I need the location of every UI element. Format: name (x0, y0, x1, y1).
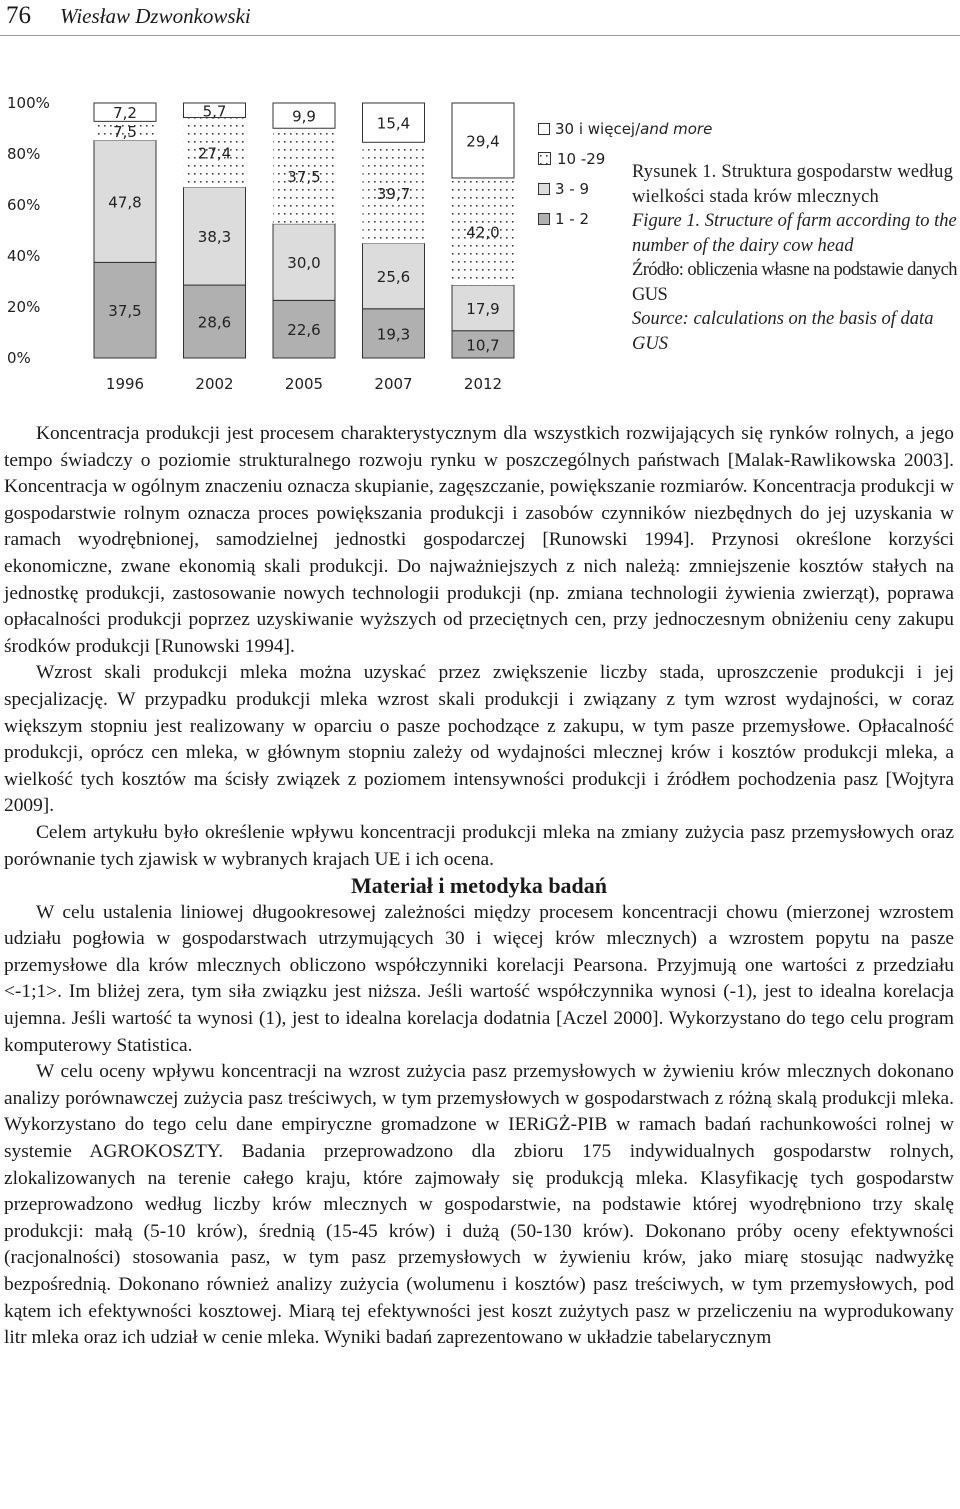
paragraph: W celu ustalenia liniowej długookresowej zależności między procesem koncentracji chowu (mierzonej wzrostem udziału pogłowia w gospodarstwach utrzymujących 30 i więcej krów mlecznych) a wzrostem popytu na pasze przemysłowe dla krów mlecznych obliczono współczynniki korelacji Pearsona. Przyjmują one wartości z przedziału <-1;1>. Im bliżej zera, tym siła związku jest niższa. Jeśli wartość współczynnika wynosi (-1), jest to idealna korelacja ujemna. Jeśli wartość ta wynosi (1), jest to idealna korelacja dodatnia [Aczel 2000]. Wykorzystano do tego celu program komputerowy Statistica. (4, 901, 954, 1056)
legend-label-en: and more (640, 120, 713, 138)
y-tick-label: 20% (7, 298, 41, 316)
legend-swatch-dotted (538, 152, 552, 166)
article-body (4, 421, 954, 1352)
caption-source-pl: Źródło: obliczenia własne na podstawie danych GUS (632, 260, 957, 305)
stacked-bar-chart (0, 90, 540, 410)
data-label: 37,5 (287, 168, 321, 187)
figure-caption (632, 160, 958, 356)
data-label: 39,7 (376, 184, 411, 203)
data-label: 5,7 (202, 102, 227, 121)
data-label: 27,4 (197, 144, 232, 163)
data-label: 7,2 (113, 104, 137, 123)
data-label: 22,6 (287, 321, 321, 340)
x-tick-label: 2005 (284, 375, 324, 393)
data-label: 19,3 (376, 325, 411, 344)
section-heading: Materiał i metodyka badań (350, 873, 608, 899)
data-label: 30,0 (287, 254, 321, 273)
legend-label: 10 -29 (557, 150, 606, 168)
legend-label: 1 - 2 (555, 210, 590, 228)
paragraph: Wzrost skali produkcji mleka można uzyskać przez zwiększenie liczby stada, uproszczenie produkcji i jej specjalizację. W przypadku produkcji mleka wzrost skali produkcji i związany z tym wzrost wydajności, w coraz większym stopniu jest realizowany w oparciu o pasze pochodzące z zakupu, w tym pasze przemysłowe. Opłacalność produkcji, oprócz cen mleka, w głównym stopniu zależy od wydajności mlecznej krów i kosztów produkcji mleka, a wielkość tych kosztów ma ścisły związek z poziomem intensywności produkcji i źródłem pochodzenia pasz [Wojtyra 2009]. (4, 662, 954, 817)
caption-title-en: Figure 1. Structure of farm according to the number of the dairy cow head (632, 211, 957, 256)
running-author: Wiesław Dzwonkowski (60, 4, 251, 28)
data-label: 38,3 (197, 228, 232, 247)
y-tick-label: 100% (7, 94, 50, 112)
legend-label-pl: 30 i więcej/ (555, 120, 641, 138)
running-header (0, 0, 960, 36)
caption-source-en: Source: calculations on the basis of data GUS (632, 309, 934, 354)
caption-title-pl: Rysunek 1. Struktura gospodarstw według wielkości stada krów mlecznych (632, 162, 954, 207)
paragraph: Koncentracja produkcji jest procesem charakterystycznym dla wszystkich rozwijających się rynków rolnych, a jego tempo świadczy o poziomie strukturalnego rozwoju rynku w poszczególnych państwach [Malak-Rawlikowska 2003]. Koncentracja w ogólnym znaczeniu oznacza skupianie, zagęszczanie, powiększanie rozmiarów. Koncentracja produkcji w gospodarstwie rolnym oznacza proces powiększania produkcji i zasobów czynników niezbędnych do jej uzyskania w ramach wyodrębnionej, samodzielnej jednostki gospodarczej [Runowski 1994]. Przynosi określone korzyści ekonomiczne, zwane ekonomią skali produkcji. Do najważniejszych z nich należą: zmniejszenie kosztów stałych na jednostkę produkcji, zastosowanie nowych technologii produkcji (np. zmiana technologii żywienia zwierząt), poprawa opłacalności produkcji poprzez uzyskiwanie wyższych od przeciętnych cen, przy jednoczesnym obniżeniu ceny zakupu środków produkcji [Runowski 1994]. (4, 423, 954, 657)
data-label: 42,0 (466, 223, 500, 242)
legend-item-30-plus (538, 114, 712, 144)
data-label: 17,9 (466, 299, 500, 318)
data-label: 10,7 (466, 336, 500, 355)
data-label: 25,6 (376, 268, 411, 287)
x-tick-label: 2012 (463, 375, 503, 393)
x-tick-label: 2007 (374, 375, 413, 393)
data-label: 9,9 (292, 107, 316, 126)
legend-swatch (538, 213, 550, 225)
header-rule (0, 35, 960, 36)
data-label: 37,5 (108, 302, 142, 321)
data-label: 28,6 (197, 313, 232, 332)
y-tick-label: 40% (7, 247, 41, 265)
data-label: 7,5 (113, 122, 137, 141)
data-label: 47,8 (108, 193, 142, 212)
y-tick-label: 80% (7, 145, 41, 163)
data-label: 29,4 (466, 132, 500, 151)
data-label: 15,4 (376, 114, 411, 133)
x-tick-label: 2002 (195, 375, 234, 393)
paragraph: Celem artykułu było określenie wpływu koncentracji produkcji mleka na zmiany zużycia pasz przemysłowych oraz porównanie tych zjawisk w wybranych krajach UE i ich ocena. (4, 821, 954, 870)
x-tick-label: 1996 (105, 375, 145, 393)
paragraph: W celu oceny wpływu koncentracji na wzrost zużycia pasz przemysłowych w żywieniu krów mlecznych dokonano analizy porównawczej zużycia pasz treściwych, w tym przemysłowych w gospodarstwach z różną skalą produkcji mleka. Wykorzystano do tego celu dane empiryczne gromadzone w IERiGŻ-PIB w ramach badań rachunkowości rolnej w systemie AGROKOSZTY. Badania przeprowadzono dla zbioru 175 indywidualnych gospodarstw rolnych, zlokalizowanych na terenie całego kraju, które zajmowały się produkcją mleka. Klasyfikację tych gospodarstw przeprowadzono według liczby krów mlecznych w gospodarstwie, na podstawie której wyodrębniono trzy skalę produkcji: małą (5-10 krów), średnią (15-45 krów) i dużą (50-130 krów). Dokonano próby oceny efektywności (racjonalności) stosowania pasz, w tym pasz przemysłowych w żywieniu krów, jako miarę stosując nadwyżkę bezpośrednią. Dokonano również analizy zużycia (wolumenu i kosztów) pasz treściwych, w tym przemysłowych, pod kątem ich efektywności kosztowej. Miarą tej efektywności jest koszt zużytych pasz w przeliczeniu na wyprodukowany litr mleka oraz ich udział w cenie mleka. Wyniki badań zaprezentowano w układzie tabelarycznym (4, 1061, 954, 1349)
figure-chart (0, 90, 540, 410)
y-tick-label: 0% (7, 349, 31, 367)
legend-swatch (538, 183, 550, 195)
legend-swatch (538, 123, 550, 135)
legend-label: 3 - 9 (555, 180, 590, 198)
y-tick-label: 60% (7, 196, 41, 214)
page-number: 76 (6, 2, 31, 29)
